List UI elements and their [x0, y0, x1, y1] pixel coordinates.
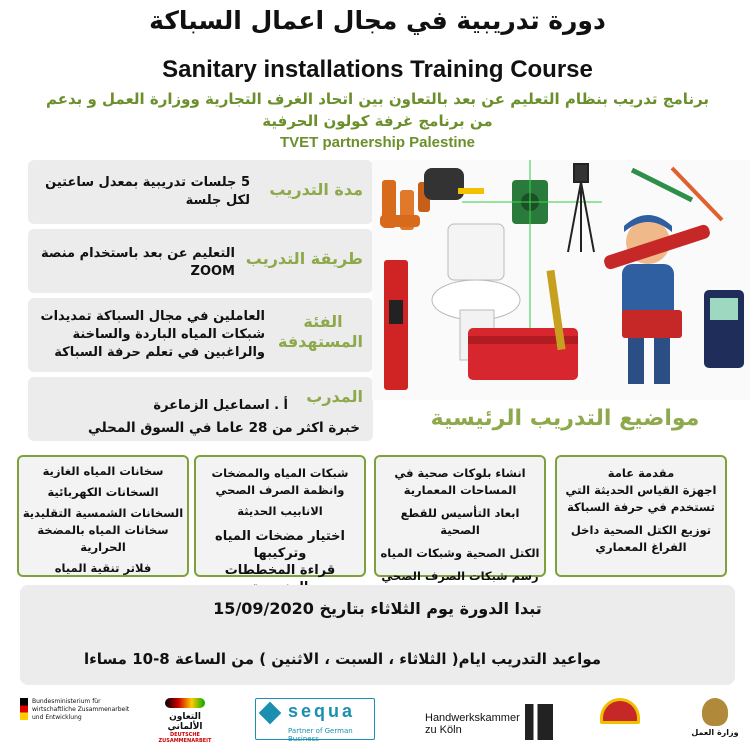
dome-emblem-icon	[600, 698, 640, 724]
bmz-text-3: und Entwicklung	[32, 714, 82, 721]
topic-card-1	[555, 455, 727, 577]
topic-item: توزيع الكتل الصحية داخل الفراغ المعماري	[570, 523, 712, 554]
topic-item: قراءة المخططات	[224, 563, 336, 578]
duration-value: 5 جلسات تدريبية بمعدل ساعتين لكل جلسة	[45, 175, 250, 208]
german-cooperation-logo	[150, 698, 220, 744]
plumber-character-icon	[603, 215, 712, 384]
page-title-english: Sanitary installations Training Course	[162, 56, 593, 83]
tape-measure-icon	[424, 168, 484, 200]
chambers-federation-logo	[590, 698, 650, 724]
topic-item: انشاء بلوكات صحية في المساحات المعمارية	[394, 466, 526, 497]
topic-item: رسم شبكات الصرف الصحي	[381, 569, 539, 583]
topic-item: الكتل الصحية وشبكات المياه	[380, 546, 540, 560]
topic-item: السخانات الشمسية التقليدية	[22, 506, 184, 520]
trainer-label: المدرب	[306, 387, 363, 406]
duration-label: مدة التدريب	[269, 180, 363, 199]
spirit-level-icon	[384, 260, 408, 390]
audience-label: الفئة المستهدفة	[277, 312, 363, 351]
topic-item: شبكات المياه والمضخات وانظمة الصرف الصحي	[211, 466, 349, 497]
pliers-icon	[632, 168, 722, 220]
topic-item: الانابيب الحديثة	[237, 504, 323, 518]
pipes-icon	[380, 180, 430, 230]
schedule-box	[20, 585, 735, 685]
topic-item: السخانات الكهربائية	[47, 485, 159, 499]
topic-item: سخانات المياه الغازية	[42, 464, 164, 478]
hwk-text-2: zu Köln	[425, 724, 462, 736]
hwk-emblem-icon	[525, 704, 553, 740]
partnership-label: TVET partnership Palestine	[279, 134, 476, 151]
course-start-date: تبدا الدورة يوم الثلاثاء بتاريخ 15/09/2020	[213, 599, 542, 618]
bmz-logo	[20, 698, 130, 722]
topic-item: مقدمة عامة	[607, 466, 675, 480]
ministry-of-labor-logo	[690, 698, 740, 737]
cooperation-text-ar: التعاون الألماني	[167, 712, 203, 732]
trainer-name: أ . اسماعيل الزماعرة	[153, 398, 288, 413]
cooperation-ribbon-icon	[165, 698, 205, 708]
training-times: مواعيد التدريب ايام( الثلاثاء ، السبت ، الاثنين ) من الساعة 8-10 مساءا	[83, 650, 602, 668]
info-duration	[28, 160, 373, 224]
sequa-diamond-icon	[259, 702, 282, 725]
topic-card-4	[17, 455, 189, 577]
topic-item: اختيار مضخات المياه وتركيبها	[215, 529, 345, 561]
plumbing-tools-illustration	[372, 160, 750, 400]
bmz-text-2: wirtschaftliche Zusammenarbeit	[32, 706, 130, 713]
sponsor-logos	[0, 692, 755, 750]
topics-heading: مواضيع التدريب الرئيسية	[430, 406, 700, 431]
audience-value: العاملين في مجال السباكة تمديدات شبكات المياه الباردة والساخنة والراغبين في تعلم حرفة السباكة	[40, 309, 265, 360]
eagle-emblem-icon	[702, 698, 728, 726]
topic-item: اجهزة القياس الحديثة التي تستخدم في حرفة السباكة	[565, 483, 717, 514]
topic-item: ابعاد التأسيس للقطع الصحية	[400, 506, 520, 537]
subtitle-line-1: برنامج تدريب بنظام التعليم عن بعد بالتعاون بين اتحاد الغرف التجارية ووزارة العمل و بدعم	[45, 90, 710, 108]
subtitle-line-2: من برنامج غرفة كولون الحرفية	[262, 112, 493, 130]
info-method	[28, 229, 373, 293]
sequa-logo	[255, 698, 375, 743]
bmz-text-1: Bundesministerium für	[32, 698, 101, 705]
cooperation-text-de: DEUTSCHE ZUSAMMENARBEIT	[158, 732, 212, 744]
topic-card-3	[194, 455, 366, 577]
info-trainer	[28, 377, 373, 441]
method-label: طريقة التدريب	[245, 249, 363, 268]
topic-card-2	[374, 455, 546, 583]
info-audience	[28, 298, 373, 372]
tripod-icon	[568, 164, 594, 252]
topic-item: فلاتر تنقية المياه	[54, 561, 152, 575]
ministry-text: وزارة العمل	[691, 728, 739, 737]
method-value: التعليم عن بعد باستخدام منصة ZOOM	[41, 246, 235, 279]
topic-item: سخانات المياه بالمضخة الحرارية	[37, 523, 169, 554]
sequa-text: sequa	[288, 701, 356, 721]
laser-distance-meter-icon	[704, 290, 744, 368]
german-flag-icon	[20, 698, 28, 720]
sequa-tagline: Partner of German Business	[288, 727, 353, 743]
page-title-arabic: دورة تدريبية في مجال اعمال السباكة	[149, 6, 606, 35]
hwk-text-1: Handwerkskammer	[425, 712, 520, 724]
trainer-experience: خبرة اكثر من 28 عاما في السوق المحلي	[87, 420, 360, 436]
